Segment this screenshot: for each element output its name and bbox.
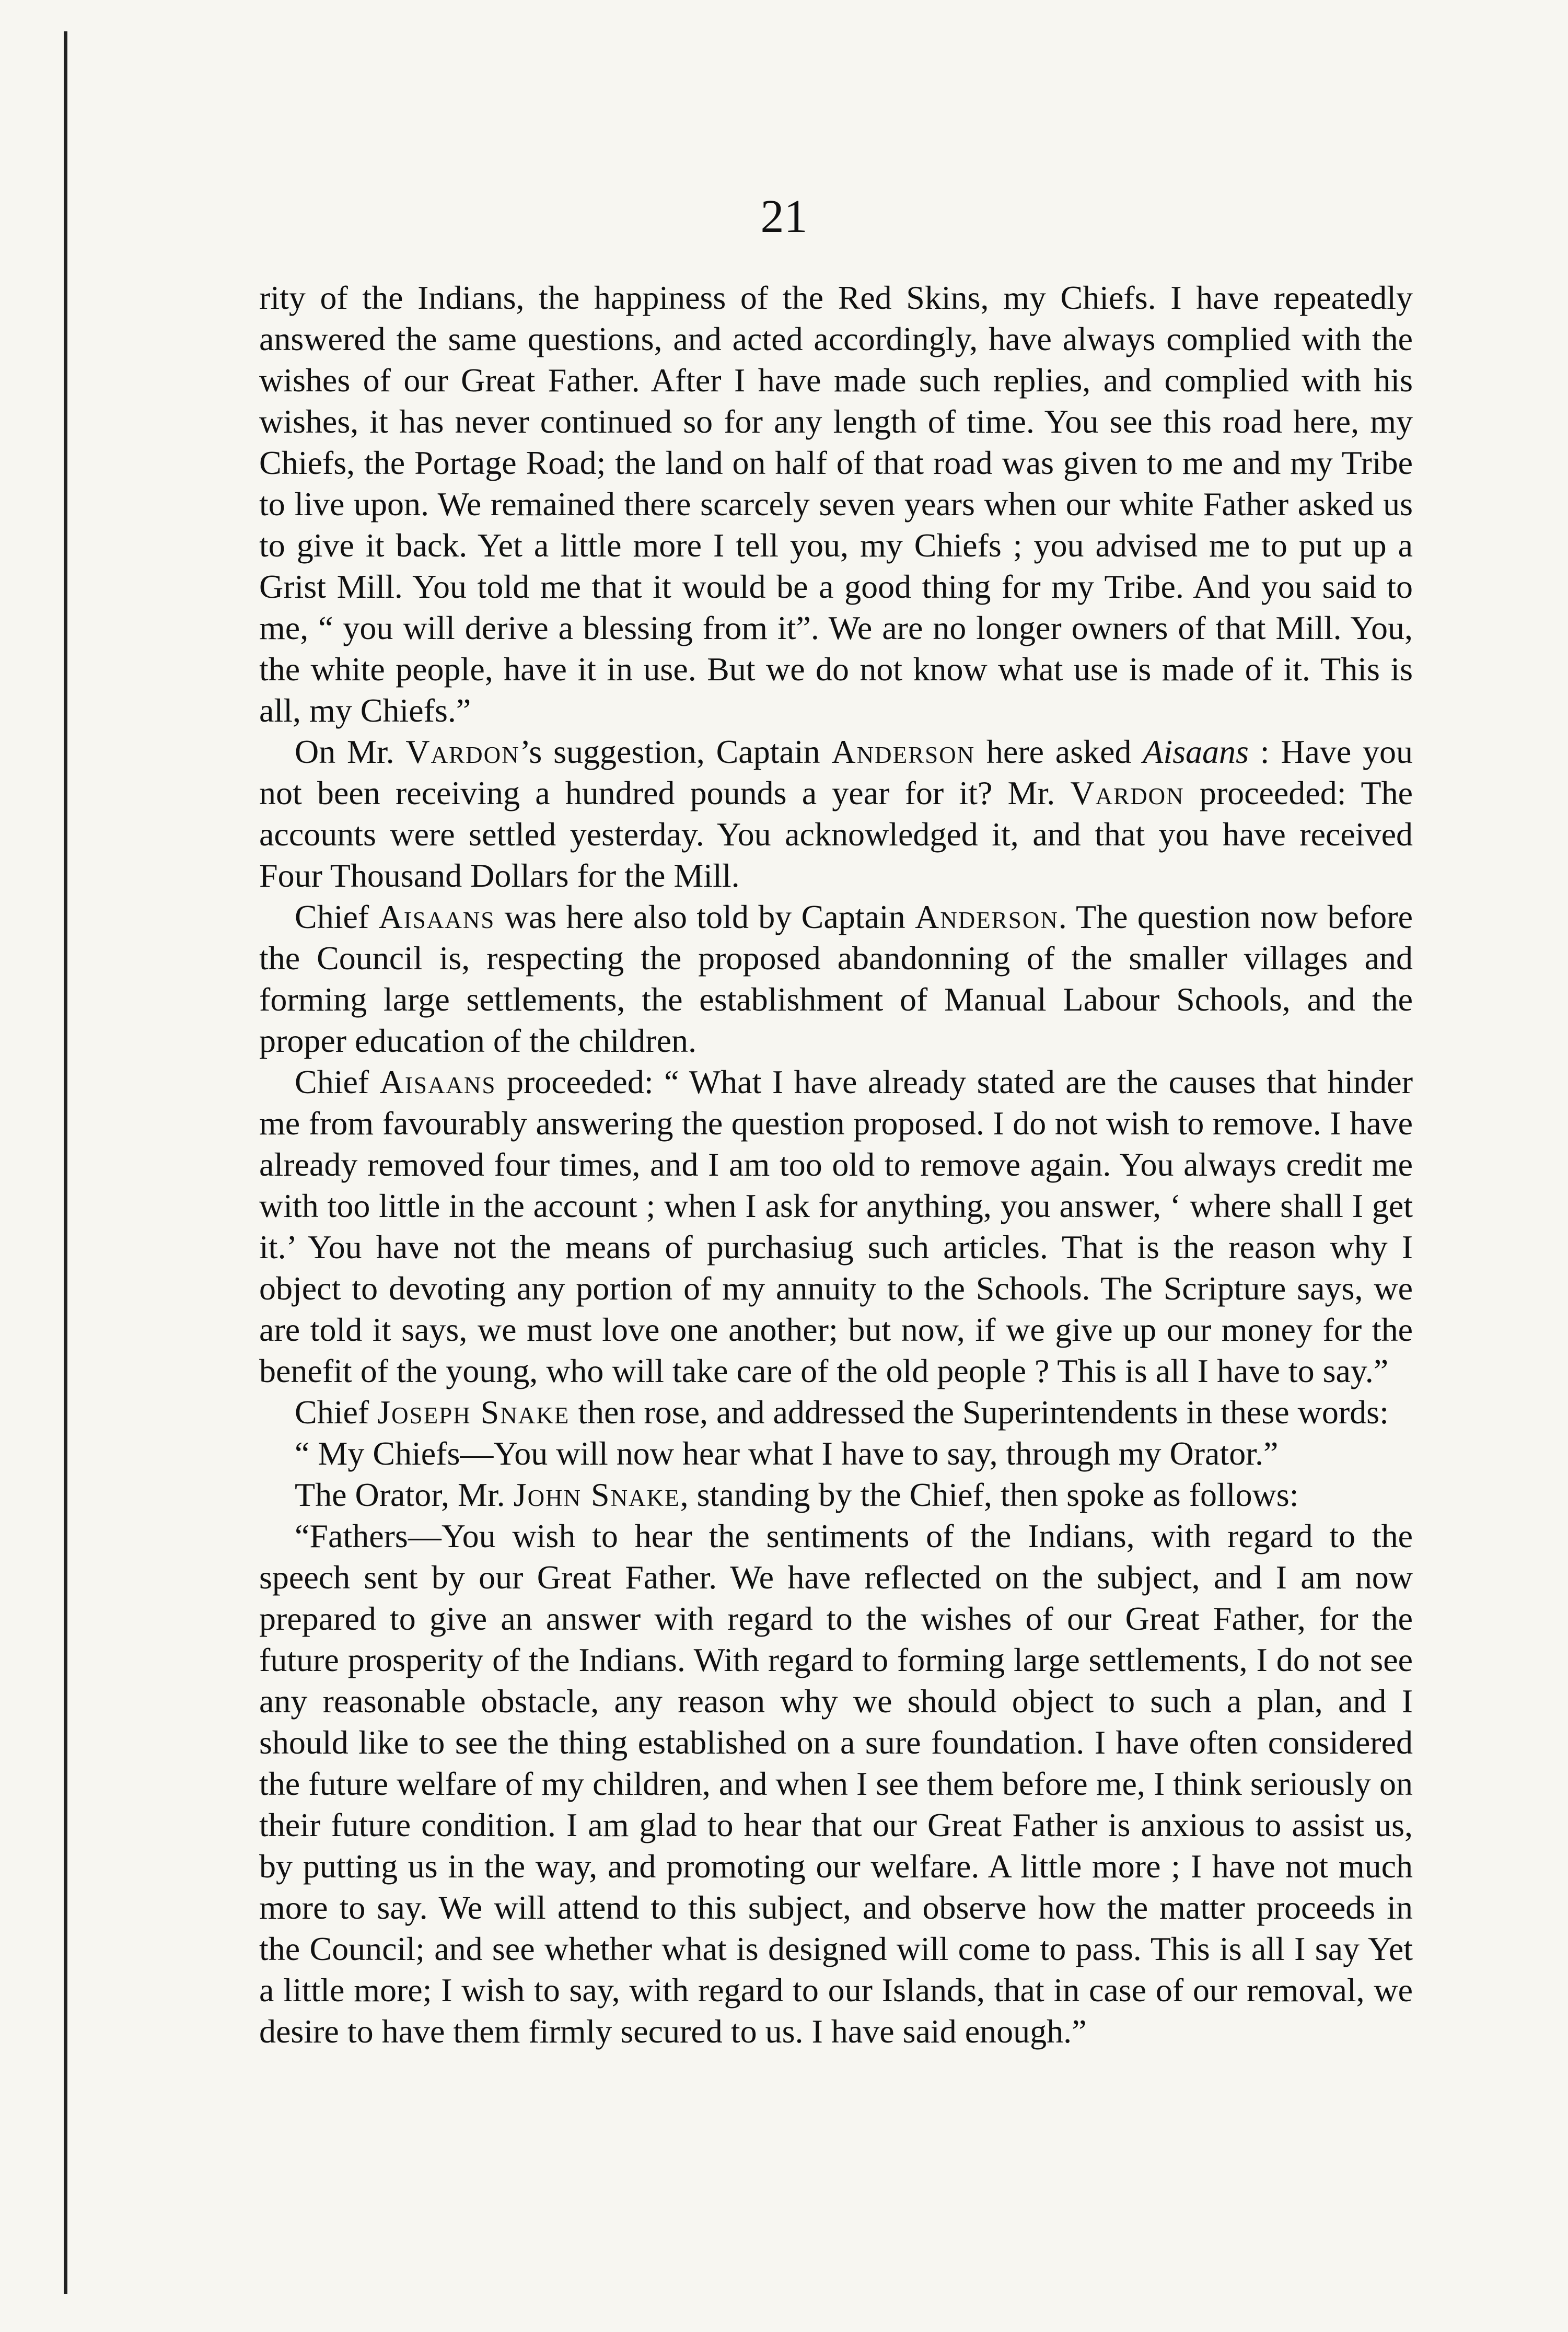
small-caps-name: Anderson xyxy=(831,733,975,770)
paragraph xyxy=(259,1433,1413,1474)
text-run: proceeded: “ What I have already stated are the causes that hinder me from favourably answering the question proposed. I do not wish to remove. I have already removed four times, and I am too old to remove again. You always credit me with too little in the account ; when I ask for anything, you answer, ‘ where shall I get it.’ You have not the means of purchasiug such articles. That is the reason why I object to devoting any portion of my annuity to the Schools. The Scripture says, we are told it says, we must love one another; but now, if we give up our money for the benefit of the young, who will take care of the old people ? This is all I have to say.” xyxy=(259,1063,1413,1389)
text-run: : Have you not been receiving a hundred pounds a year for it? Mr. xyxy=(259,733,1413,811)
small-caps-name: John Snake xyxy=(513,1476,680,1513)
paragraph xyxy=(259,731,1413,896)
small-caps-name: Aisaans xyxy=(378,898,495,935)
small-caps-name: Vardon xyxy=(405,733,520,770)
text-run: Chief xyxy=(295,898,379,935)
text-run: “ My Chiefs—You will now hear what I have to say, through my Orator.” xyxy=(295,1435,1279,1472)
italic-name: Aisaans xyxy=(1143,733,1249,770)
text-run: On Mr. xyxy=(295,733,406,770)
paragraph xyxy=(259,1391,1413,1433)
small-caps-name: Joseph Snake xyxy=(377,1394,570,1431)
text-run: The Orator, Mr. xyxy=(295,1476,514,1513)
paragraph xyxy=(259,896,1413,1061)
page-number: 21 xyxy=(760,191,808,242)
text-run: then rose, and addressed the Superintendents in these words: xyxy=(570,1394,1389,1431)
page-edge-shadow xyxy=(64,31,67,2294)
small-caps-name: Aisaans xyxy=(379,1063,496,1100)
text-run: Chief xyxy=(295,1394,378,1431)
text-run: “Fathers—You wish to hear the sentiments of the Indians, with regard to the speech sent by our Great Father. We have reflected on the subject, and I am now prepared to give an answer with regard to the wishes of our Great Father, for the future prosperity of the Indians. With regard to forming large settlements, I do not see any reasonable obstacle, any reason why we should object to such a plan, and I should like to see the thing established on a sure foundation. I have often considered the future welfare of my children, and when I see them before me, I think seriously on their future condition. I am glad to hear that our Great Father is anxious to assist us, by putting us in the way, and promoting our welfare. A little more ; I have not much more to say. We will attend to this subject, and observe how the matter proceeds in the Council; and see whether what is designed will come to pass. This is all I say Yet a little more; I wish to say, with regard to our Islands, that in case of our removal, we desire to have them firmly secured to us. I have said enough.” xyxy=(259,1517,1413,2050)
paragraph xyxy=(259,1061,1413,1391)
text-run: here asked xyxy=(975,733,1143,770)
text-run: proceeded: The accounts were settled yesterday. You acknowledged it, and that you have received Four Thousand Dollars for the Mill. xyxy=(259,774,1413,894)
paragraph xyxy=(259,277,1413,731)
text-run: was here also told by Captain xyxy=(495,898,915,935)
body-text xyxy=(259,277,1413,2052)
small-caps-name: Vardon xyxy=(1070,774,1184,811)
paragraph xyxy=(259,1474,1413,1515)
text-run: , standing by the Chief, then spoke as follows: xyxy=(680,1476,1299,1513)
paragraph xyxy=(259,1515,1413,2052)
text-run: ’s suggestion, Captain xyxy=(519,733,832,770)
text-run: . The question now before the Council is, respecting the proposed abandonning of the smaller villages and forming large settlements, the establishment of Manual Labour Schools, and the proper education of the children. xyxy=(259,898,1413,1059)
small-caps-name: Anderson xyxy=(915,898,1059,935)
text-run: rity of the Indians, the happiness of the Red Skins, my Chiefs. I have repeatedly answered the same questions, and acted accordingly, have always complied with the wishes of our Great Father. After I have made such replies, and complied with his wishes, it has never continued so for any length of time. You see this road here, my Chiefs, the Portage Road; the land on half of that road was given to me and my Tribe to live upon. We remained there scarcely seven years when our white Father asked us to give it back. Yet a little more I tell you, my Chiefs ; you advised me to put up a Grist Mill. You told me that it would be a good thing for my Tribe. And you said to me, “ you will derive a blessing from it”. We are no longer owners of that Mill. You, the white people, have it in use. But we do not know what use is made of it. This is all, my Chiefs.” xyxy=(259,279,1413,729)
text-run: Chief xyxy=(295,1063,380,1100)
